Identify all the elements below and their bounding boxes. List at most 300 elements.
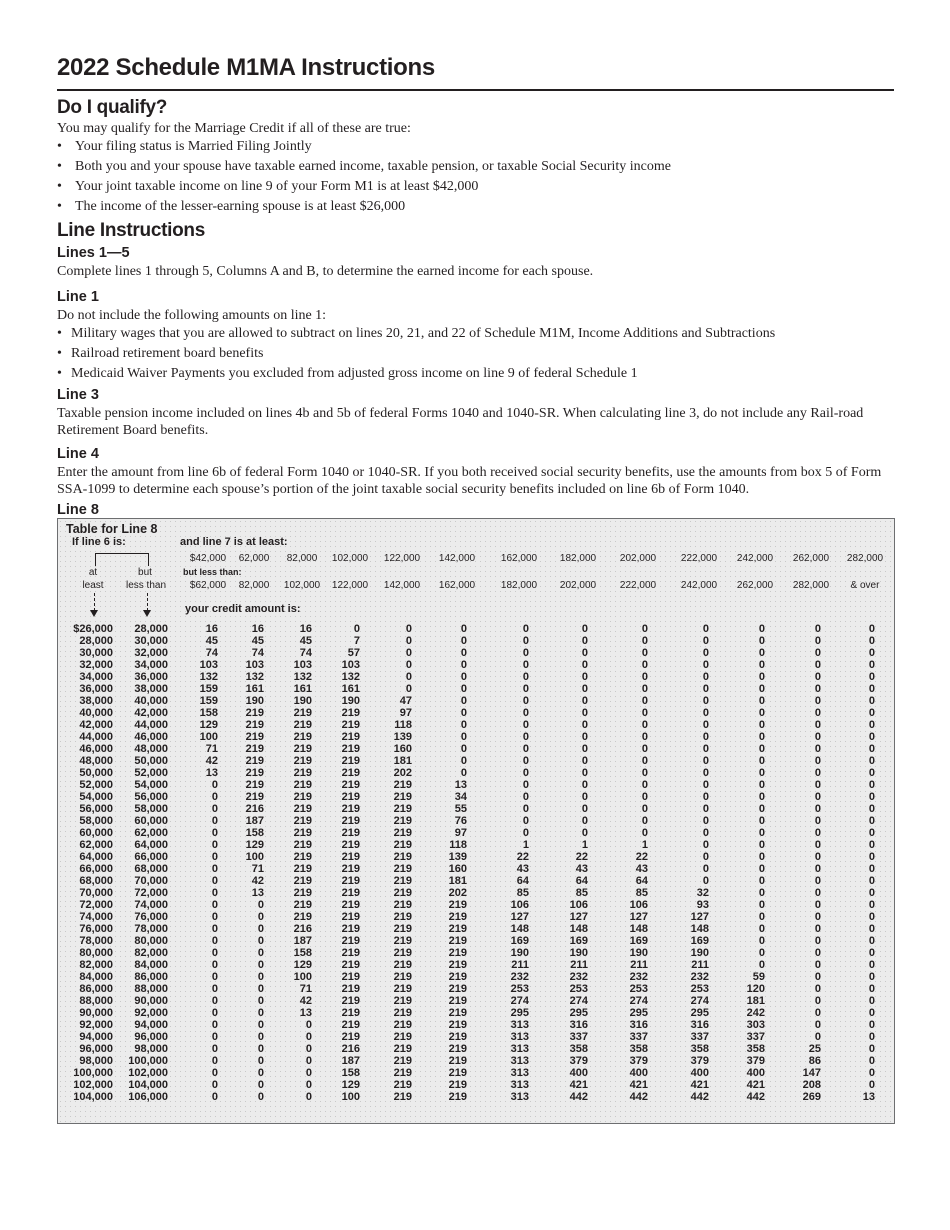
credit-amount-cell: 219 xyxy=(393,827,412,839)
line-6-at-least: 82,000 xyxy=(79,959,113,971)
credit-amount-cell: 0 xyxy=(758,659,765,671)
credit-amount-cell: 219 xyxy=(393,1019,412,1031)
credit-amount-cell: 0 xyxy=(814,803,821,815)
credit-amount-cell: 219 xyxy=(341,863,360,875)
credit-amount-cell: 219 xyxy=(293,815,312,827)
line-1-item: • Military wages that you are allowed to subtract on lines 20, 21, and 22 of Schedule M1M, Income Additions and Subtractions xyxy=(57,324,894,344)
credit-amount-cell: 219 xyxy=(245,743,264,755)
table-title: Table for Line 8 xyxy=(66,522,158,536)
credit-amount-cell: 0 xyxy=(211,827,218,839)
credit-amount-cell: 313 xyxy=(510,1043,529,1055)
credit-amount-cell: 219 xyxy=(393,995,412,1007)
credit-amount-cell: 211 xyxy=(630,959,648,971)
credit-amount-cell: 0 xyxy=(522,647,529,659)
credit-amount-cell: 202 xyxy=(393,767,412,779)
credit-amount-cell: 0 xyxy=(581,743,588,755)
credit-amount-cell: 0 xyxy=(641,671,648,683)
credit-amount-cell: 232 xyxy=(690,971,709,983)
credit-amount-cell: 0 xyxy=(522,671,529,683)
table-row xyxy=(58,695,894,707)
credit-amount-cell: 208 xyxy=(802,1079,821,1091)
credit-amount-cell: 295 xyxy=(569,1007,588,1019)
credit-amount-cell: 1 xyxy=(522,839,529,851)
credit-amount-cell: 0 xyxy=(211,1007,218,1019)
line-6-less-than: 68,000 xyxy=(134,863,168,875)
credit-amount-cell: 0 xyxy=(868,1079,875,1091)
credit-amount-cell: 0 xyxy=(868,1019,875,1031)
line-6-less-than: 52,000 xyxy=(134,767,168,779)
credit-amount-cell: 76 xyxy=(454,815,467,827)
credit-amount-cell: 0 xyxy=(868,659,875,671)
credit-amount-cell: 0 xyxy=(702,851,709,863)
credit-amount-cell: 400 xyxy=(690,1067,709,1079)
credit-amount-cell: 7 xyxy=(353,635,360,647)
credit-amount-cell: 0 xyxy=(868,863,875,875)
credit-amount-cell: 103 xyxy=(341,659,360,671)
credit-amount-cell: 219 xyxy=(245,707,264,719)
line-6-at-least: 38,000 xyxy=(79,695,113,707)
credit-amount-cell: 219 xyxy=(448,1007,467,1019)
credit-amount-cell: 295 xyxy=(690,1007,709,1019)
credit-amount-cell: 106 xyxy=(510,899,529,911)
column-header-cell: 162,000 xyxy=(500,553,538,564)
credit-amount-cell: 219 xyxy=(393,911,412,923)
credit-amount-cell: 0 xyxy=(702,803,709,815)
credit-amount-cell: 0 xyxy=(814,659,821,671)
least-label: least xyxy=(82,580,104,591)
credit-amount-cell: 0 xyxy=(702,827,709,839)
credit-amount-cell: 0 xyxy=(758,815,765,827)
table-row xyxy=(58,827,894,839)
credit-amount-cell: 219 xyxy=(393,851,412,863)
line-instructions-heading: Line Instructions xyxy=(57,220,205,241)
credit-amount-cell: 0 xyxy=(581,683,588,695)
credit-amount-cell: 219 xyxy=(245,779,264,791)
credit-amount-cell: 0 xyxy=(211,1019,218,1031)
credit-amount-cell: 0 xyxy=(405,647,412,659)
line-6-at-least: 50,000 xyxy=(79,767,113,779)
credit-amount-cell: 0 xyxy=(814,791,821,803)
credit-amount-cell: 0 xyxy=(868,767,875,779)
credit-amount-cell: 0 xyxy=(868,911,875,923)
credit-amount-cell: 0 xyxy=(758,839,765,851)
arrow-down-icon xyxy=(147,593,148,611)
line-6-less-than: 46,000 xyxy=(134,731,168,743)
credit-amount-cell: 0 xyxy=(581,827,588,839)
credit-amount-cell: 219 xyxy=(341,935,360,947)
credit-amount-cell: 358 xyxy=(629,1043,648,1055)
credit-amount-cell: 0 xyxy=(211,911,218,923)
credit-amount-cell: 0 xyxy=(814,995,821,1007)
line-6-less-than: 48,000 xyxy=(134,743,168,755)
credit-amount-cell: 219 xyxy=(393,1079,412,1091)
credit-amount-cell: 0 xyxy=(257,971,264,983)
credit-amount-cell: 0 xyxy=(211,923,218,935)
credit-amount-cell: 85 xyxy=(516,887,529,899)
credit-amount-cell: 0 xyxy=(305,1019,312,1031)
credit-amount-cell: 0 xyxy=(868,791,875,803)
line-6-at-least: 70,000 xyxy=(79,887,113,899)
credit-amount-cell: 22 xyxy=(516,851,529,863)
credit-amount-cell: 219 xyxy=(393,923,412,935)
credit-amount-cell: 0 xyxy=(353,623,360,635)
credit-amount-cell: 358 xyxy=(569,1043,588,1055)
credit-amount-cell: 0 xyxy=(257,959,264,971)
credit-amount-cell: 379 xyxy=(746,1055,765,1067)
credit-amount-cell: 43 xyxy=(635,863,648,875)
arrow-down-icon xyxy=(90,610,98,617)
bracket-line xyxy=(95,553,149,566)
credit-amount-cell: 0 xyxy=(814,767,821,779)
credit-amount-cell: 0 xyxy=(581,755,588,767)
credit-amount-cell: 169 xyxy=(510,935,529,947)
table-row xyxy=(58,935,894,947)
table-row xyxy=(58,743,894,755)
credit-amount-cell: 0 xyxy=(702,623,709,635)
credit-amount-cell: 0 xyxy=(814,935,821,947)
credit-amount-cell: 0 xyxy=(702,743,709,755)
line-6-at-least: 62,000 xyxy=(79,839,113,851)
credit-amount-cell: 0 xyxy=(522,683,529,695)
credit-amount-cell: 219 xyxy=(448,1043,467,1055)
credit-amount-cell: 0 xyxy=(257,923,264,935)
credit-amount-cell: 219 xyxy=(393,875,412,887)
credit-amount-cell: 0 xyxy=(581,659,588,671)
credit-amount-cell: 0 xyxy=(581,707,588,719)
credit-amount-cell: 0 xyxy=(257,947,264,959)
credit-amount-cell: 219 xyxy=(341,911,360,923)
credit-amount-cell: 337 xyxy=(629,1031,648,1043)
credit-amount-cell: 219 xyxy=(393,887,412,899)
credit-amount-cell: 0 xyxy=(460,647,467,659)
credit-amount-cell: 0 xyxy=(211,971,218,983)
credit-amount-cell: 0 xyxy=(641,827,648,839)
credit-amount-cell: 127 xyxy=(629,911,648,923)
if-line-6-label: If line 6 is: xyxy=(72,536,126,548)
credit-amount-cell: 219 xyxy=(393,839,412,851)
credit-amount-cell: 0 xyxy=(641,731,648,743)
credit-amount-cell: 0 xyxy=(211,815,218,827)
line-4-heading: Line 4 xyxy=(57,446,99,462)
table-row xyxy=(58,671,894,683)
credit-amount-cell: 100 xyxy=(199,731,218,743)
credit-amount-cell: 0 xyxy=(211,851,218,863)
table-row xyxy=(58,887,894,899)
credit-amount-cell: 0 xyxy=(641,767,648,779)
line-6-less-than: 86,000 xyxy=(134,971,168,983)
credit-amount-cell: 187 xyxy=(245,815,264,827)
credit-amount-cell: 0 xyxy=(522,755,529,767)
credit-amount-cell: 442 xyxy=(629,1091,648,1103)
credit-amount-cell: 219 xyxy=(293,767,312,779)
credit-amount-cell: 139 xyxy=(393,731,412,743)
credit-amount-cell: 0 xyxy=(814,983,821,995)
table-row xyxy=(58,683,894,695)
line-6-less-than: 58,000 xyxy=(134,803,168,815)
credit-amount-cell: 0 xyxy=(868,779,875,791)
credit-amount-cell: 313 xyxy=(510,1055,529,1067)
credit-amount-cell: 400 xyxy=(629,1067,648,1079)
credit-amount-cell: 0 xyxy=(305,1055,312,1067)
credit-amount-cell: 0 xyxy=(211,1031,218,1043)
credit-amount-cell: 25 xyxy=(808,1043,821,1055)
credit-amount-cell: 187 xyxy=(341,1055,360,1067)
credit-amount-cell: 0 xyxy=(702,731,709,743)
credit-amount-cell: 0 xyxy=(868,1031,875,1043)
credit-amount-cell: 0 xyxy=(758,647,765,659)
credit-amount-cell: 34 xyxy=(454,791,467,803)
credit-amount-cell: 190 xyxy=(293,695,312,707)
column-header-cell: 82,000 xyxy=(286,553,318,564)
line-6-at-least: 46,000 xyxy=(79,743,113,755)
table-row xyxy=(58,923,894,935)
credit-amount-cell: 0 xyxy=(460,659,467,671)
credit-amount-cell: 0 xyxy=(868,815,875,827)
credit-amount-cell: 274 xyxy=(510,995,529,1007)
line-6-at-least: 72,000 xyxy=(79,899,113,911)
credit-amount-cell: 0 xyxy=(758,947,765,959)
credit-amount-cell: 0 xyxy=(641,803,648,815)
credit-amount-cell: 219 xyxy=(341,1007,360,1019)
line-6-at-least: 32,000 xyxy=(79,659,113,671)
line-6-at-least: 48,000 xyxy=(79,755,113,767)
line-6-less-than: 102,000 xyxy=(128,1067,168,1079)
credit-amount-cell: 219 xyxy=(393,815,412,827)
credit-amount-cell: 42 xyxy=(299,995,312,1007)
credit-amount-cell: 0 xyxy=(641,815,648,827)
credit-amount-cell: 0 xyxy=(814,635,821,647)
credit-amount-cell: 313 xyxy=(510,1091,529,1103)
table-row xyxy=(58,1043,894,1055)
but-label: but xyxy=(138,567,152,578)
qualify-heading: Do I qualify? xyxy=(57,97,168,118)
credit-amount-cell: 16 xyxy=(299,623,312,635)
credit-amount-cell: 421 xyxy=(629,1079,648,1091)
credit-amount-cell: 219 xyxy=(341,779,360,791)
credit-amount-cell: 0 xyxy=(814,671,821,683)
credit-amount-cell: 0 xyxy=(522,791,529,803)
credit-amount-cell: 0 xyxy=(702,707,709,719)
credit-amount-cell: 181 xyxy=(393,755,412,767)
table-row xyxy=(58,911,894,923)
credit-amount-cell: 0 xyxy=(305,1079,312,1091)
credit-amount-cell: 295 xyxy=(510,1007,529,1019)
credit-amount-cell: 22 xyxy=(575,851,588,863)
line-6-less-than: 42,000 xyxy=(134,707,168,719)
credit-amount-cell: 0 xyxy=(522,767,529,779)
credit-amount-cell: 0 xyxy=(641,647,648,659)
credit-amount-cell: 13 xyxy=(862,1091,875,1103)
credit-amount-cell: 219 xyxy=(293,899,312,911)
credit-amount-cell: 0 xyxy=(702,695,709,707)
line-6-at-least: 54,000 xyxy=(79,791,113,803)
credit-amount-cell: 0 xyxy=(702,863,709,875)
credit-amount-cell: 219 xyxy=(341,803,360,815)
credit-amount-cell: 100 xyxy=(293,971,312,983)
credit-amount-cell: 0 xyxy=(581,803,588,815)
credit-amount-cell: 316 xyxy=(629,1019,648,1031)
credit-amount-cell: 337 xyxy=(569,1031,588,1043)
credit-amount-cell: 219 xyxy=(448,983,467,995)
credit-amount-cell: 0 xyxy=(814,755,821,767)
credit-amount-cell: 0 xyxy=(305,1043,312,1055)
credit-amount-cell: 0 xyxy=(758,683,765,695)
credit-amount-cell: 118 xyxy=(394,719,412,731)
credit-amount-cell: 148 xyxy=(690,923,709,935)
credit-amount-cell: 0 xyxy=(868,983,875,995)
title-divider xyxy=(57,89,894,91)
credit-amount-cell: 0 xyxy=(522,815,529,827)
credit-amount-cell: 0 xyxy=(868,827,875,839)
line-6-less-than: 74,000 xyxy=(134,899,168,911)
line-6-less-than: 84,000 xyxy=(134,959,168,971)
line-6-at-least: 60,000 xyxy=(79,827,113,839)
table-row xyxy=(58,1079,894,1091)
credit-amount-cell: 0 xyxy=(814,779,821,791)
credit-amount-cell: 0 xyxy=(868,995,875,1007)
credit-amount-cell: 64 xyxy=(635,875,648,887)
column-header-cell: 82,000 xyxy=(238,580,270,591)
column-header-cell: 202,000 xyxy=(619,553,657,564)
credit-amount-cell: 0 xyxy=(814,1019,821,1031)
qualify-item: • Your filing status is Married Filing Jointly xyxy=(57,137,894,157)
credit-amount-cell: 219 xyxy=(245,767,264,779)
credit-amount-cell: 13 xyxy=(454,779,467,791)
credit-amount-cell: 219 xyxy=(448,1091,467,1103)
credit-amount-cell: 0 xyxy=(405,683,412,695)
column-header-cell: & over xyxy=(850,580,880,591)
credit-amount-cell: 85 xyxy=(635,887,648,899)
line-1-item: • Railroad retirement board benefits xyxy=(57,344,894,364)
credit-amount-cell: 0 xyxy=(814,971,821,983)
line-6-at-least: 102,000 xyxy=(73,1079,113,1091)
credit-amount-cell: 0 xyxy=(581,635,588,647)
credit-amount-cell: 0 xyxy=(522,707,529,719)
credit-amount-cell: 0 xyxy=(460,671,467,683)
credit-amount-cell: 216 xyxy=(341,1043,360,1055)
credit-amount-cell: 0 xyxy=(814,875,821,887)
credit-amount-cell: 219 xyxy=(393,947,412,959)
line-1-intro: Do not include the following amounts on line 1: xyxy=(57,308,327,323)
credit-amount-cell: 0 xyxy=(405,659,412,671)
credit-amount-cell: 169 xyxy=(629,935,648,947)
line-6-less-than: 40,000 xyxy=(134,695,168,707)
credit-amount-cell: 219 xyxy=(341,839,360,851)
line-6-at-least: $26,000 xyxy=(73,623,113,635)
credit-amount-cell: 0 xyxy=(522,743,529,755)
credit-amount-cell: 0 xyxy=(814,863,821,875)
credit-amount-cell: 0 xyxy=(257,983,264,995)
credit-amount-cell: 93 xyxy=(696,899,709,911)
credit-amount-cell: 0 xyxy=(581,791,588,803)
table-row xyxy=(58,707,894,719)
credit-amount-cell: 421 xyxy=(569,1079,588,1091)
line-6-at-least: 64,000 xyxy=(79,851,113,863)
credit-amount-cell: 32 xyxy=(696,887,709,899)
line-6-at-least: 88,000 xyxy=(79,995,113,1007)
credit-amount-cell: 148 xyxy=(629,923,648,935)
credit-amount-cell: 0 xyxy=(641,635,648,647)
credit-amount-cell: 0 xyxy=(868,647,875,659)
line-6-at-least: 34,000 xyxy=(79,671,113,683)
credit-amount-cell: 0 xyxy=(641,791,648,803)
column-header-cell: 122,000 xyxy=(383,553,421,564)
credit-amount-cell: 169 xyxy=(690,935,709,947)
credit-amount-cell: 158 xyxy=(293,947,312,959)
credit-amount-cell: 0 xyxy=(814,947,821,959)
credit-amount-cell: 219 xyxy=(393,899,412,911)
column-header-cell: 222,000 xyxy=(680,553,718,564)
table-row xyxy=(58,995,894,1007)
credit-amount-cell: 0 xyxy=(211,1067,218,1079)
credit-amount-cell: 219 xyxy=(393,935,412,947)
credit-amount-cell: 216 xyxy=(245,803,264,815)
credit-amount-cell: 0 xyxy=(814,851,821,863)
credit-amount-cell: 0 xyxy=(814,911,821,923)
line-6-less-than: 34,000 xyxy=(134,659,168,671)
line-8-heading: Line 8 xyxy=(57,502,99,518)
credit-amount-cell: 442 xyxy=(569,1091,588,1103)
credit-amount-cell: 358 xyxy=(746,1043,765,1055)
line-6-less-than: 30,000 xyxy=(134,635,168,647)
credit-amount-cell: 274 xyxy=(569,995,588,1007)
credit-amount-cell: 0 xyxy=(460,635,467,647)
credit-amount-cell: 219 xyxy=(341,899,360,911)
line-6-less-than: 64,000 xyxy=(134,839,168,851)
less-than-label: less than xyxy=(125,580,167,591)
line-6-at-least: 98,000 xyxy=(79,1055,113,1067)
credit-amount-cell: 1 xyxy=(581,839,588,851)
credit-amount-cell: 219 xyxy=(393,1043,412,1055)
line-6-less-than: 72,000 xyxy=(134,887,168,899)
credit-amount-cell: 71 xyxy=(205,743,218,755)
credit-amount-cell: 0 xyxy=(702,779,709,791)
column-header-cell: 282,000 xyxy=(792,580,830,591)
credit-amount-cell: 219 xyxy=(448,1079,467,1091)
credit-amount-cell: 0 xyxy=(211,983,218,995)
credit-amount-cell: 0 xyxy=(868,695,875,707)
credit-amount-cell: 0 xyxy=(758,707,765,719)
credit-amount-cell: 0 xyxy=(522,635,529,647)
credit-amount-cell: 64 xyxy=(516,875,529,887)
line-6-at-least: 30,000 xyxy=(79,647,113,659)
credit-amount-cell: 0 xyxy=(211,935,218,947)
credit-amount-cell: 219 xyxy=(341,731,360,743)
credit-amount-cell: 0 xyxy=(641,695,648,707)
credit-amount-cell: 129 xyxy=(293,959,312,971)
credit-amount-cell: 97 xyxy=(454,827,467,839)
credit-amount-cell: 0 xyxy=(868,1007,875,1019)
credit-amount-cell: 379 xyxy=(690,1055,709,1067)
credit-amount-cell: 421 xyxy=(690,1079,709,1091)
credit-amount-cell: 0 xyxy=(211,995,218,1007)
credit-amount-cell: 295 xyxy=(629,1007,648,1019)
and-line-7-label: and line 7 is at least: xyxy=(180,536,288,548)
credit-amount-cell: 71 xyxy=(251,863,264,875)
credit-amount-cell: 269 xyxy=(802,1091,821,1103)
credit-amount-cell: 0 xyxy=(702,635,709,647)
credit-amount-cell: 100 xyxy=(245,851,264,863)
credit-amount-cell: 0 xyxy=(522,779,529,791)
credit-amount-cell: 148 xyxy=(510,923,529,935)
credit-amount-cell: 242 xyxy=(746,1007,765,1019)
credit-amount-cell: 219 xyxy=(448,995,467,1007)
credit-amount-cell: 219 xyxy=(393,983,412,995)
line-6-at-least: 68,000 xyxy=(79,875,113,887)
table-row xyxy=(58,779,894,791)
line-6-at-least: 40,000 xyxy=(79,707,113,719)
credit-amount-cell: 86 xyxy=(808,1055,821,1067)
